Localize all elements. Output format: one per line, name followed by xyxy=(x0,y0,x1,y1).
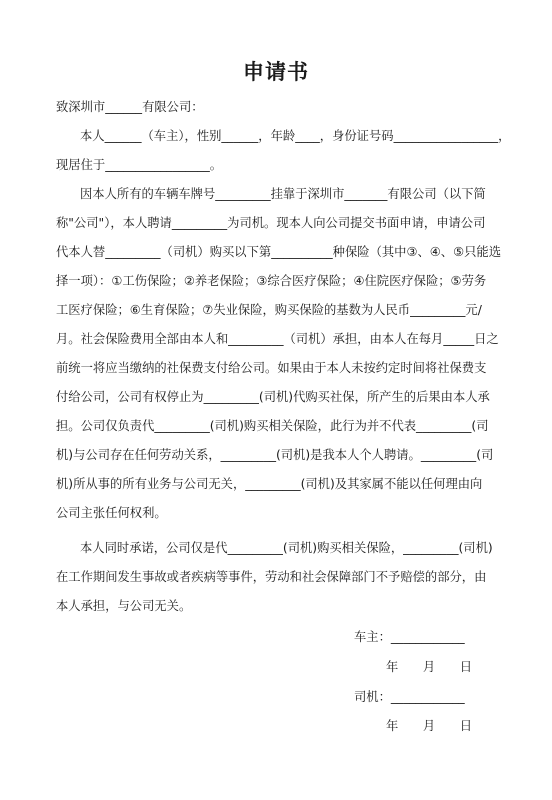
owner-signature-line: 车主：____________ xyxy=(354,630,465,644)
commitment-line: 本人承担，与公司无关。 xyxy=(56,599,192,613)
body-line: 机)所从事的所有业务与公司无关，_________(司机)及其家属不能以任何理由向 xyxy=(56,477,483,491)
body-line: 公司主张任何权利。 xyxy=(56,506,167,520)
body-line: 称"公司"），本人聘请_________为司机。现本人向公司提交书面申请，申请公司 xyxy=(56,216,486,230)
residence-line: 现居住于_________________。 xyxy=(56,158,223,172)
addressee-line: 致深圳市______有限公司： xyxy=(56,100,204,114)
body-line: 择一项）：①工伤保险；②养老保险；③综合医疗保险；④住院医疗保险；⑤劳务 xyxy=(56,274,487,288)
body-line: 代本人替_________（司机）购买以下第__________种保险（其中③、④、⑤只能选 xyxy=(56,245,502,259)
commitment-line: 在工作期间发生事故或者疾病等事件，劳动和社会保障部门不予赔偿的部分，由 xyxy=(56,570,487,584)
applicant-info-line: 本人______（车主），性别______，年龄____，身份证号码_________________， xyxy=(80,129,511,143)
owner-date-line: 年 月 日 xyxy=(386,660,473,674)
body-line: 机)与公司存在任何劳动关系，_________(司机)是我本人个人聘请。_________(司 xyxy=(56,448,494,462)
body-line: 月。社会保险费用全部由本人和_________（司机）承担，由本人在每月_____日之 xyxy=(56,332,499,346)
body-line: 工医疗保险；⑥生育保险；⑦失业保险，购买保险的基数为人民币_________元/ xyxy=(56,303,482,317)
commitment-line: 本人同时承诺，公司仅是代_________(司机)购买相关保险，_________(司机) xyxy=(80,541,493,555)
document-title: 申请书 xyxy=(243,60,309,84)
body-line: 担。公司仅负责代_________(司机)购买相关保险，此行为并不代表_________(司 xyxy=(56,419,489,433)
body-line: 付给公司，公司有权停止为_________(司机)代购买社保，所产生的后果由本人承 xyxy=(56,390,490,404)
body-line: 因本人所有的车辆车牌号_________挂靠于深圳市_______有限公司（以下简 xyxy=(80,187,486,201)
driver-date-line: 年 月 日 xyxy=(386,719,473,733)
driver-signature-line: 司机：____________ xyxy=(354,690,465,704)
body-line: 前统一将应当缴纳的社保费支付给公司。如果由于本人未按约定时间将社保费支 xyxy=(56,361,487,375)
